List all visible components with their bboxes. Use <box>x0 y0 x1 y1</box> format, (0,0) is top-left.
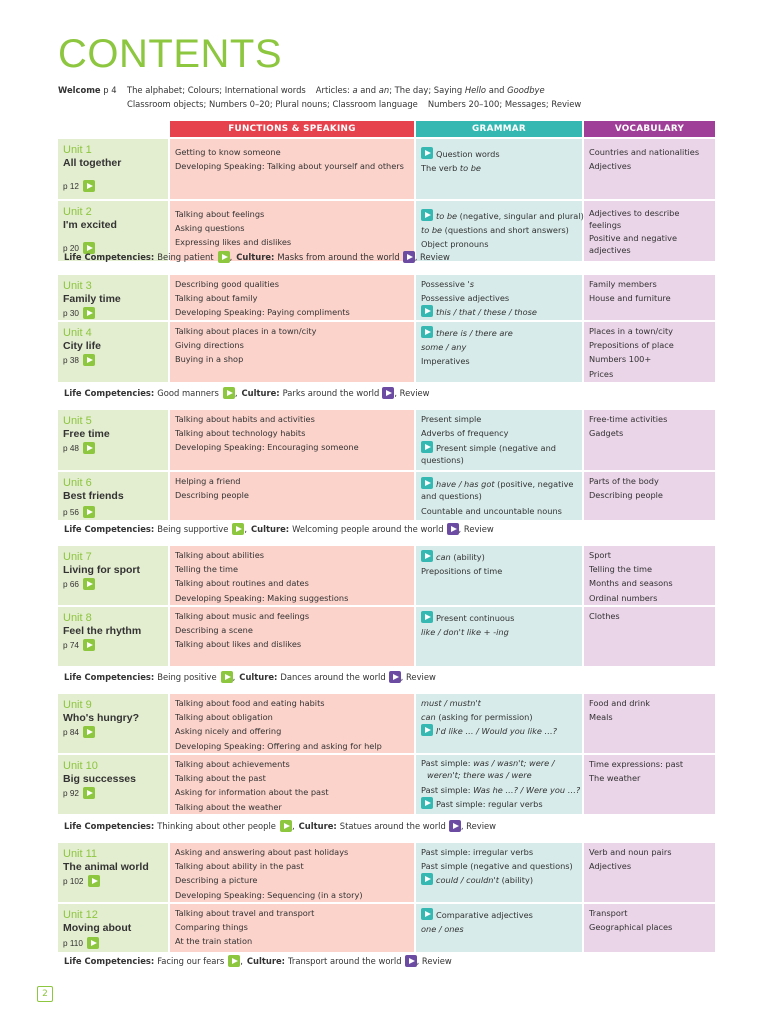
play-icon[interactable] <box>228 955 240 967</box>
functions-cell <box>170 546 414 605</box>
play-icon[interactable] <box>382 387 394 399</box>
unit-title: Big successes <box>63 773 136 785</box>
play-icon[interactable] <box>421 611 433 623</box>
grammar-item: The verb to be <box>421 163 481 174</box>
competency-text: Being positive <box>157 672 217 682</box>
play-icon[interactable] <box>421 209 433 221</box>
play-icon[interactable] <box>280 820 292 832</box>
grammar-cell <box>416 322 582 382</box>
vocabulary-item: Numbers 100+ <box>589 354 652 365</box>
competency-text: Facing our fears <box>157 956 225 966</box>
vocabulary-cell <box>584 843 715 902</box>
unit-number: Unit 1 <box>63 144 92 156</box>
grammar-cell <box>416 904 582 952</box>
grammar-item: Adverbs of frequency <box>421 428 509 439</box>
units-block-2 <box>58 275 716 382</box>
functions-cell <box>170 410 414 470</box>
play-icon[interactable] <box>421 873 433 885</box>
competency-text: Good manners <box>157 388 219 398</box>
vocabulary-item: Months and seasons <box>589 578 673 589</box>
functions-cell <box>170 322 414 382</box>
unit-page: p 12 <box>63 180 95 192</box>
function-item: Developing Speaking: Paying compliments <box>175 307 350 318</box>
vocabulary-cell <box>584 139 715 199</box>
unit-page: p 102 <box>63 875 100 887</box>
functions-cell <box>170 755 414 814</box>
function-item: Asking and answering about past holidays <box>175 847 349 857</box>
vocabulary-cell <box>584 410 715 470</box>
function-item: Talking about routines and dates <box>175 578 309 589</box>
unit-cell[interactable] <box>58 904 168 952</box>
play-icon[interactable] <box>421 441 433 453</box>
vocabulary-cell <box>584 275 715 320</box>
function-item: Describing good qualities <box>175 279 279 289</box>
unit-title: I'm excited <box>63 219 117 231</box>
grammar-item: Comparative adjectives <box>421 908 577 922</box>
grammar-item: Past simple: irregular verbs <box>421 847 534 857</box>
column-headers <box>170 121 715 137</box>
unit-title: City life <box>63 340 101 352</box>
grammar-item: can (ability) <box>421 550 577 564</box>
grammar-item: Past simple (negative and questions) <box>421 861 573 872</box>
unit-row <box>58 843 716 902</box>
play-icon[interactable] <box>223 387 235 399</box>
function-item: Talking about family <box>175 293 258 304</box>
life-competencies-row: Life Competencies: Being supportive , Culture: Welcoming people around the world , Review <box>64 524 494 534</box>
vocabulary-item: Positive and negative adjectives <box>589 233 677 255</box>
vocabulary-item: Adjectives to describe feelings <box>589 208 680 230</box>
vocabulary-cell <box>584 904 715 952</box>
vocabulary-item: Food and drink <box>589 698 651 708</box>
unit-page: p 74 <box>63 639 95 651</box>
grammar-item: Past simple: was / wasn't; were / weren't; there was / were <box>421 758 555 780</box>
function-item: Talking about music and feelings <box>175 611 310 621</box>
vocabulary-item: Family members <box>589 279 657 289</box>
vocabulary-item: Adjectives <box>589 861 632 872</box>
unit-page: p 56 <box>63 506 95 518</box>
grammar-item: Question words <box>421 147 577 161</box>
functions-cell <box>170 843 414 902</box>
vocabulary-item: Geographical places <box>589 922 673 933</box>
welcome-topics-2a: Classroom objects; Numbers 0–20; Plural nouns; Classroom language <box>127 98 418 109</box>
unit-cell[interactable] <box>58 275 168 320</box>
play-icon[interactable] <box>447 523 459 535</box>
grammar-item: some / any <box>421 342 467 353</box>
function-item: Describing a picture <box>175 875 258 886</box>
culture-text: Statues around the world <box>339 821 446 831</box>
function-item: At the train station <box>175 936 253 947</box>
grammar-item: Past simple: Was he …? / Were you …? <box>421 785 581 795</box>
function-item: Developing Speaking: Sequencing (in a story) <box>175 889 363 900</box>
unit-number: Unit 10 <box>63 760 98 772</box>
unit-cell[interactable] <box>58 755 168 814</box>
vocabulary-item: Sport <box>589 550 611 560</box>
grammar-cell <box>416 755 582 814</box>
unit-row <box>58 275 716 320</box>
grammar-item: this / that / these / those <box>421 305 577 319</box>
grammar-cell <box>416 607 582 666</box>
units-block-3 <box>58 410 716 520</box>
grammar-item: Present simple (negative and questions) <box>421 443 556 465</box>
competency-text: Being patient <box>157 252 214 262</box>
unit-page: p 38 <box>63 354 95 366</box>
play-icon[interactable] <box>403 251 415 263</box>
culture-text: Parks around the world <box>282 388 380 398</box>
vocabulary-item: Meals <box>589 712 613 723</box>
function-item: Talking about places in a town/city <box>175 326 317 336</box>
play-icon[interactable] <box>83 787 95 799</box>
units-block-5 <box>58 694 716 814</box>
life-competencies-row: Life Competencies: Being patient , Culture: Masks from around the world , Review <box>64 252 450 262</box>
function-item: Helping a friend <box>175 476 241 486</box>
grammar-item: Past simple: regular verbs <box>421 797 577 811</box>
play-icon[interactable] <box>83 726 95 738</box>
functions-cell <box>170 607 414 666</box>
vocabulary-cell <box>584 201 715 261</box>
function-item: Buying in a shop <box>175 354 244 365</box>
functions-cell <box>170 904 414 952</box>
function-item: Developing Speaking: Encouraging someone <box>175 442 359 453</box>
play-icon[interactable] <box>87 937 99 949</box>
unit-cell[interactable] <box>58 410 168 470</box>
function-item: Developing Speaking: Making suggestions <box>175 592 349 603</box>
function-item: Talking about the weather <box>175 801 282 812</box>
culture-text: Dances around the world <box>280 672 386 682</box>
competency-text: Thinking about other people <box>157 821 276 831</box>
unit-cell[interactable] <box>58 843 168 902</box>
vocabulary-item: Places in a town/city <box>589 326 674 336</box>
unit-row <box>58 694 716 753</box>
vocabulary-cell <box>584 694 715 753</box>
function-item: Describing a scene <box>175 625 253 636</box>
unit-title: Living for sport <box>63 564 140 576</box>
unit-row <box>58 472 716 520</box>
grammar-cell <box>416 139 582 199</box>
function-item: Talking about feelings <box>175 209 265 219</box>
unit-page: p 66 <box>63 578 95 590</box>
grammar-header: GRAMMAR <box>416 121 582 137</box>
play-icon[interactable] <box>449 820 461 832</box>
play-icon[interactable] <box>83 506 95 518</box>
function-item: Asking for information about the past <box>175 787 329 798</box>
unit-number: Unit 11 <box>63 848 98 860</box>
page-number: 2 <box>37 986 53 1002</box>
vocabulary-cell <box>584 472 715 520</box>
grammar-item: I'd like … / Would you like …? <box>421 724 577 738</box>
unit-cell[interactable] <box>58 139 168 199</box>
function-item: Talking about the past <box>175 773 266 784</box>
function-item: Developing Speaking: Offering and asking for help <box>175 740 382 751</box>
grammar-cell <box>416 472 582 520</box>
play-icon[interactable] <box>421 326 433 338</box>
unit-row <box>58 322 716 382</box>
unit-number: Unit 3 <box>63 280 92 292</box>
unit-title: The animal world <box>63 861 149 873</box>
play-icon[interactable] <box>83 180 95 192</box>
unit-row <box>58 546 716 605</box>
vocabulary-item: Transport <box>589 908 628 918</box>
grammar-item: there is / there are <box>421 326 577 340</box>
unit-title: All together <box>63 157 122 169</box>
unit-cell[interactable] <box>58 322 168 382</box>
play-icon[interactable] <box>421 724 433 736</box>
unit-row <box>58 139 716 199</box>
play-icon[interactable] <box>405 955 417 967</box>
play-icon[interactable] <box>83 354 95 366</box>
vocabulary-header: VOCABULARY <box>584 121 715 137</box>
function-item: Talking about obligation <box>175 712 273 723</box>
grammar-item: Possessive 's <box>421 279 475 289</box>
vocabulary-cell <box>584 755 715 814</box>
unit-page: p 20 <box>63 242 95 254</box>
grammar-cell <box>416 843 582 902</box>
function-item: Giving directions <box>175 340 244 351</box>
play-icon[interactable] <box>421 147 433 159</box>
function-item: Talking about abilities <box>175 550 264 560</box>
grammar-item: Prepositions of time <box>421 566 503 577</box>
function-item: Describing people <box>175 490 249 501</box>
functions-cell <box>170 139 414 199</box>
unit-number: Unit 8 <box>63 612 92 624</box>
unit-row <box>58 607 716 666</box>
vocabulary-item: Adjectives <box>589 161 632 172</box>
unit-number: Unit 7 <box>63 551 92 563</box>
play-icon[interactable] <box>421 550 433 562</box>
unit-number: Unit 12 <box>63 909 98 921</box>
function-item: Asking nicely and offering <box>175 726 282 737</box>
unit-row <box>58 410 716 470</box>
vocabulary-item: Clothes <box>589 611 620 621</box>
units-block-4 <box>58 546 716 666</box>
vocabulary-item: Parts of the body <box>589 476 659 486</box>
play-icon[interactable] <box>83 307 95 319</box>
vocabulary-item: House and furniture <box>589 293 671 304</box>
grammar-item: to be (questions and short answers) <box>421 225 569 236</box>
vocabulary-item: Countries and nationalities <box>589 147 700 157</box>
play-icon[interactable] <box>421 305 433 317</box>
unit-cell[interactable] <box>58 472 168 520</box>
units-block-6 <box>58 843 716 952</box>
unit-number: Unit 2 <box>63 206 92 218</box>
grammar-cell <box>416 694 582 753</box>
grammar-item: must / mustn't <box>421 698 481 708</box>
unit-title: Moving about <box>63 922 132 934</box>
grammar-item: Object pronouns <box>421 239 489 250</box>
function-item: Expressing likes and dislikes <box>175 237 292 248</box>
welcome-topics-1a: The alphabet; Colours; International words <box>127 85 306 95</box>
unit-cell[interactable] <box>58 694 168 753</box>
play-icon[interactable] <box>83 578 95 590</box>
vocabulary-cell <box>584 546 715 605</box>
function-item: Talking about travel and transport <box>175 908 315 918</box>
functions-cell <box>170 472 414 520</box>
welcome-topics-2b: Numbers 20–100; Messages; Review <box>427 98 582 109</box>
play-icon[interactable] <box>221 671 233 683</box>
play-icon[interactable] <box>421 908 433 920</box>
unit-row <box>58 755 716 814</box>
grammar-item: one / ones <box>421 924 464 935</box>
unit-number: Unit 6 <box>63 477 92 489</box>
grammar-item: Countable and uncountable nouns <box>421 506 562 516</box>
life-competencies-row: Life Competencies: Facing our fears , Culture: Transport around the world , Review <box>64 956 452 966</box>
function-item: Talking about food and eating habits <box>175 698 325 708</box>
functions-cell <box>170 275 414 320</box>
grammar-cell <box>416 275 582 320</box>
vocabulary-item: Prices <box>589 368 614 379</box>
grammar-item: to be (negative, singular and plural) <box>421 209 577 223</box>
unit-cell[interactable] <box>58 607 168 666</box>
grammar-item: Present simple <box>421 414 482 424</box>
competency-text: Being supportive <box>157 524 229 534</box>
vocabulary-item: Verb and noun pairs <box>589 847 672 857</box>
life-competencies-row: Life Competencies: Thinking about other people , Culture: Statues around the world , Review <box>64 821 497 831</box>
function-item: Telling the time <box>175 564 238 575</box>
vocabulary-item: Describing people <box>589 490 663 501</box>
unit-title: Who's hungry? <box>63 712 139 724</box>
function-item: Talking about likes and dislikes <box>175 639 302 650</box>
play-icon[interactable] <box>83 639 95 651</box>
culture-text: Masks from around the world <box>277 252 400 262</box>
welcome-articles: Articles: a and an; The day; Saying Hello and Goodbye <box>315 85 545 95</box>
grammar-item: Possessive adjectives <box>421 293 510 304</box>
play-icon[interactable] <box>218 251 230 263</box>
vocabulary-item: Telling the time <box>589 564 652 575</box>
grammar-item: Imperatives <box>421 356 470 367</box>
function-item: Talking about ability in the past <box>175 861 304 872</box>
vocabulary-cell <box>584 322 715 382</box>
function-item: Asking questions <box>175 223 245 234</box>
vocabulary-item: Time expressions: past <box>589 759 684 769</box>
unit-page: p 30 <box>63 307 95 319</box>
unit-title: Family time <box>63 293 121 305</box>
grammar-item: Present continuous <box>421 611 577 625</box>
unit-page: p 48 <box>63 442 95 454</box>
function-item: Getting to know someone <box>175 147 281 157</box>
unit-title: Best friends <box>63 490 124 502</box>
function-item: Talking about technology habits <box>175 428 306 439</box>
play-icon[interactable] <box>389 671 401 683</box>
grammar-item: can (asking for permission) <box>421 712 533 723</box>
grammar-cell <box>416 546 582 605</box>
culture-text: Transport around the world <box>288 956 402 966</box>
vocabulary-item: Ordinal numbers <box>589 592 658 603</box>
play-icon[interactable] <box>421 797 433 809</box>
grammar-item: could / couldn't (ability) <box>421 873 577 887</box>
vocabulary-item: Prepositions of place <box>589 340 674 351</box>
unit-number: Unit 5 <box>63 415 92 427</box>
function-item: Comparing things <box>175 922 248 933</box>
unit-title: Free time <box>63 428 110 440</box>
function-item: Developing Speaking: Talking about yourself and others <box>175 161 404 172</box>
function-item: Talking about achievements <box>175 759 290 769</box>
page-title: CONTENTS <box>58 32 282 76</box>
play-icon[interactable] <box>232 523 244 535</box>
units-block-1 <box>58 139 716 261</box>
unit-page: p 84 <box>63 726 95 738</box>
functions-header: FUNCTIONS & SPEAKING <box>170 121 414 137</box>
welcome-label: Welcome <box>58 85 101 95</box>
play-icon[interactable] <box>88 875 100 887</box>
play-icon[interactable] <box>421 477 433 489</box>
vocabulary-item: The weather <box>589 773 641 784</box>
grammar-cell <box>416 410 582 470</box>
play-icon[interactable] <box>83 442 95 454</box>
life-competencies-row: Life Competencies: Being positive , Culture: Dances around the world , Review <box>64 672 436 682</box>
function-item: Talking about habits and activities <box>175 414 315 424</box>
unit-cell[interactable] <box>58 546 168 605</box>
vocabulary-cell <box>584 607 715 666</box>
welcome-page: p 4 <box>103 85 117 95</box>
unit-row <box>58 904 716 952</box>
culture-text: Welcoming people around the world <box>292 524 444 534</box>
life-competencies-row: Life Competencies: Good manners , Culture: Parks around the world , Review <box>64 388 430 398</box>
unit-page: p 92 <box>63 787 95 799</box>
unit-number: Unit 9 <box>63 699 92 711</box>
unit-number: Unit 4 <box>63 327 92 339</box>
welcome-section <box>58 84 581 111</box>
grammar-item: like / don't like + -ing <box>421 627 509 638</box>
vocabulary-item: Free-time activities <box>589 414 668 424</box>
functions-cell <box>170 694 414 753</box>
unit-page: p 110 <box>63 937 99 949</box>
grammar-item: have / has got (positive, negative and questions) <box>421 479 574 501</box>
unit-title: Feel the rhythm <box>63 625 142 637</box>
vocabulary-item: Gadgets <box>589 428 624 439</box>
